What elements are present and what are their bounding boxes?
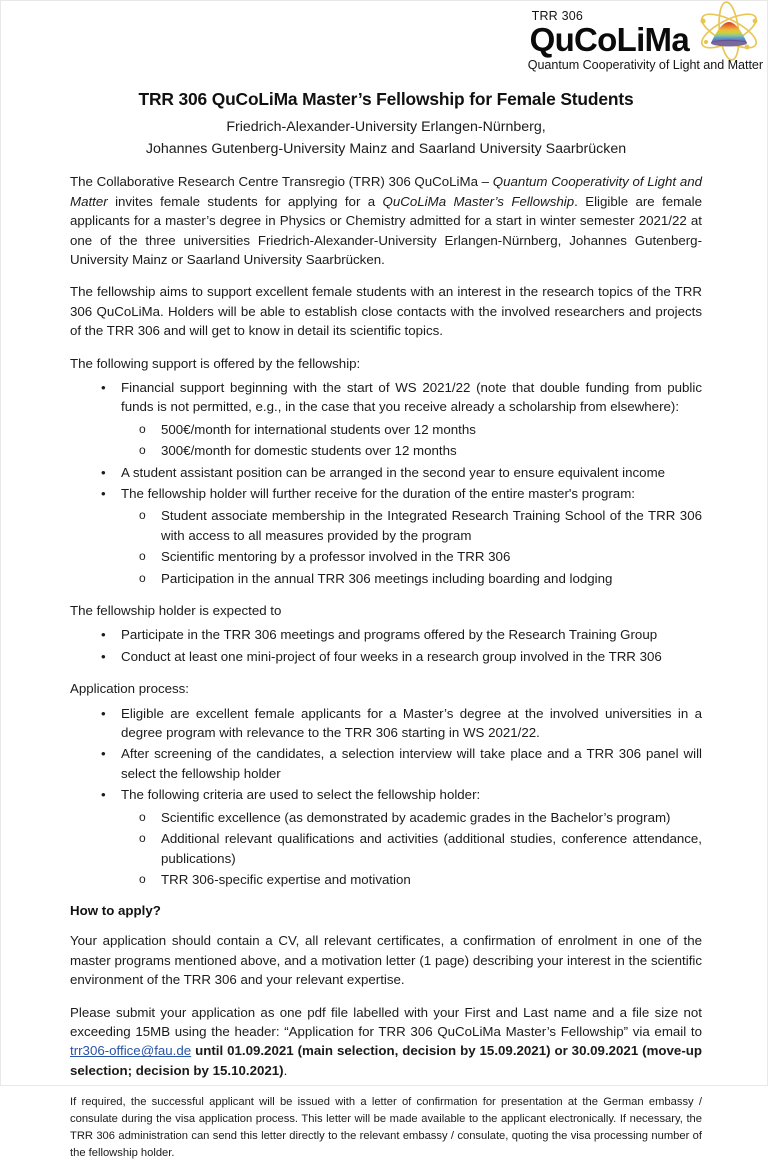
qucolima-dome-atom-logo-icon <box>695 9 763 55</box>
submission-paragraph <box>70 990 702 1081</box>
support-item-2 <box>70 463 702 482</box>
bullet-level2-icon: o <box>139 570 146 585</box>
intro-italic-1: Quantum Cooperativity of Light and Matter <box>70 174 703 209</box>
support-intro: The following support is offered by the fellowship: <box>70 355 361 371</box>
bullet-level1-icon: • <box>101 627 106 643</box>
subtitle-line-2: Johannes Gutenberg-University Mainz and Saarland University Saarbrücken <box>145 141 627 158</box>
support-item-3-sub-2 <box>121 547 702 566</box>
application-list <box>70 699 702 890</box>
expected-list <box>70 620 702 666</box>
support-item-1-sub-2-text: 300€/month for domestic students over 12 months <box>161 443 457 459</box>
support-list <box>70 373 702 588</box>
intro-part-2: invites female students for applying for a <box>107 193 383 209</box>
bullet-level1-icon: • <box>101 746 106 762</box>
application-item-3-sub-2 <box>121 829 702 868</box>
page-title: TRR 306 QuCoLiMa Master’s Fellowship for Female Students <box>138 89 634 109</box>
bullet-level2-icon: o <box>139 831 146 846</box>
expected-item-1 <box>70 625 702 644</box>
support-item-3-sublist <box>121 503 702 588</box>
bullet-level2-icon: o <box>139 809 146 824</box>
aims-paragraph: The fellowship aims to support excellent female students with an interest in the research topics of the TRR 306 QuCoLiMa. Holders will be able to establish close contacts with the involved researchers and projects of the TRR 306 and will get to know in detail its scientific topics. <box>70 284 702 339</box>
support-item-3-sub-1-text: Student associate membership in the Integrated Research Training School of the TRR 306 with access to all measures provided by the program <box>161 508 702 543</box>
submission-deadline: until 01.09.2021 (main selection, decision by 15.09.2021) or 30.09.2021 (move-up selection; decision by 15.10.2021) <box>70 1043 702 1078</box>
bullet-level2-icon: o <box>139 421 146 436</box>
submission-part-3: . <box>283 1062 288 1078</box>
application-item-3-sub-2-text: Additional relevant qualifications and activities (additional studies, conference attendance, publications) <box>161 831 702 866</box>
bullet-level1-icon: • <box>101 379 106 395</box>
how-to-apply-heading: How to apply? <box>70 903 161 919</box>
support-item-3-text: The fellowship holder will further receive for the duration of the entire master's program: <box>121 486 635 501</box>
support-item-1-text: Financial support beginning with the start of WS 2021/22 (note that double funding from public funds is not permitted, e.g., in the case that you receive already a scholarship from elsewhere): <box>121 379 702 415</box>
application-item-3-sub-3-text: TRR 306-specific expertise and motivation <box>161 871 411 887</box>
contact-email-link[interactable]: trr306-office@fau.de <box>70 1043 192 1059</box>
application-intro: Application process: <box>70 681 189 697</box>
logo-trr-label: TRR 306 <box>531 8 584 23</box>
support-item-1-sub-2 <box>121 441 702 460</box>
support-item-3-sub-3-text: Participation in the annual TRR 306 meetings including boarding and lodging <box>161 570 613 586</box>
support-item-1-sub-1 <box>121 420 702 439</box>
application-item-2 <box>70 744 702 783</box>
expected-item-2 <box>70 647 702 666</box>
application-item-3-text: The following criteria are used to select the fellowship holder: <box>121 787 481 803</box>
bullet-level2-icon: o <box>139 508 146 523</box>
application-item-3-sub-1 <box>121 808 702 827</box>
application-item-1 <box>70 704 702 743</box>
support-item-1-sublist <box>121 417 702 461</box>
expected-intro: The fellowship holder is expected to <box>70 603 282 619</box>
how-to-apply-paragraph: Your application should contain a CV, all relevant certificates, a confirmation of enrolment in one of the master programs mentioned above, and a motivation letter (1 page) describing your interest in the scientific environment of the TRR 306 and your relevant expertise. <box>70 933 702 988</box>
bullet-level2-icon: o <box>139 549 146 564</box>
expected-item-2-text: Conduct at least one mini-project of four weeks in a research group involved in the TRR 306 <box>121 648 662 664</box>
bullet-level1-icon: • <box>101 787 106 803</box>
application-item-3-sublist <box>121 805 702 890</box>
intro-italic-2: QuCoLiMa Master’s Fellowship <box>382 193 575 209</box>
support-item-3-sub-3 <box>121 569 702 588</box>
support-item-1 <box>70 378 702 461</box>
support-item-2-text: A student assistant position can be arranged in the second year to ensure equivalent income <box>121 464 666 480</box>
visa-note-paragraph: If required, the successful applicant will be issued with a letter of confirmation for presentation at the German embassy / consulate during the visa application process. This letter will be made available to the applicant electronically. If necessary, the TRR 306 administration can send this letter directly to the relevant embassy / consulate, quoting the visa processing number of the fellowship holder. <box>70 1096 702 1159</box>
logo-wordmark: QuCoLiMa <box>529 21 689 58</box>
support-item-3-sub-1 <box>121 506 702 545</box>
intro-paragraph <box>70 159 702 269</box>
application-item-3-sub-1-text: Scientific excellence (as demonstrated by academic grades in the Bachelor’s program) <box>161 809 671 825</box>
bullet-level1-icon: • <box>101 648 106 664</box>
intro-part-1: The Collaborative Research Centre Transregio (TRR) 306 QuCoLiMa – <box>70 174 493 190</box>
submission-part-1: Please submit your application as one pdf file labelled with your First and Last name and a file size not exceeding 15MB using the header: “Application for TRR 306 QuCoLiMa Master’s Fellowship” via email to <box>70 1004 702 1039</box>
expected-item-1-text: Participate in the TRR 306 meetings and programs offered by the Research Training Group <box>121 627 658 643</box>
application-item-3-sub-3 <box>121 870 702 889</box>
bullet-level2-icon: o <box>139 871 146 886</box>
support-item-1-sub-1-text: 500€/month for international students over 12 months <box>161 421 476 437</box>
bullet-level1-icon: • <box>101 705 106 721</box>
document-content <box>70 1 702 1161</box>
application-item-3 <box>70 785 702 889</box>
support-item-3-sub-2-text: Scientific mentoring by a professor involved in the TRR 306 <box>161 549 511 565</box>
subtitle-line-1: Friedrich-Alexander-University Erlangen-Nürnberg, <box>226 119 546 135</box>
application-item-2-text: After screening of the candidates, a selection interview will take place and a TRR 306 panel will select the fellowship holder <box>121 746 702 781</box>
intro-part-3: . Eligible are female applicants for a master’s degree in Physics or Chemistry admitted for a start in winter semester 2021/22 at one of the three universities Friedrich-Alexander-University Erlangen-Nürnberg, Johannes Gutenberg-University Mainz or Saarland University Saarbrücken. <box>70 193 702 267</box>
bullet-level2-icon: o <box>139 443 146 458</box>
bullet-level1-icon: • <box>101 464 106 480</box>
support-item-3 <box>70 484 702 588</box>
logo-subtitle: Quantum Cooperativity of Light and Matter <box>527 58 763 72</box>
application-item-1-text: Eligible are excellent female applicants for a Master’s degree at the involved universities in a degree program with relevance to the TRR 306 starting in WS 2021/22. <box>121 705 702 741</box>
bullet-level1-icon: • <box>101 486 106 501</box>
